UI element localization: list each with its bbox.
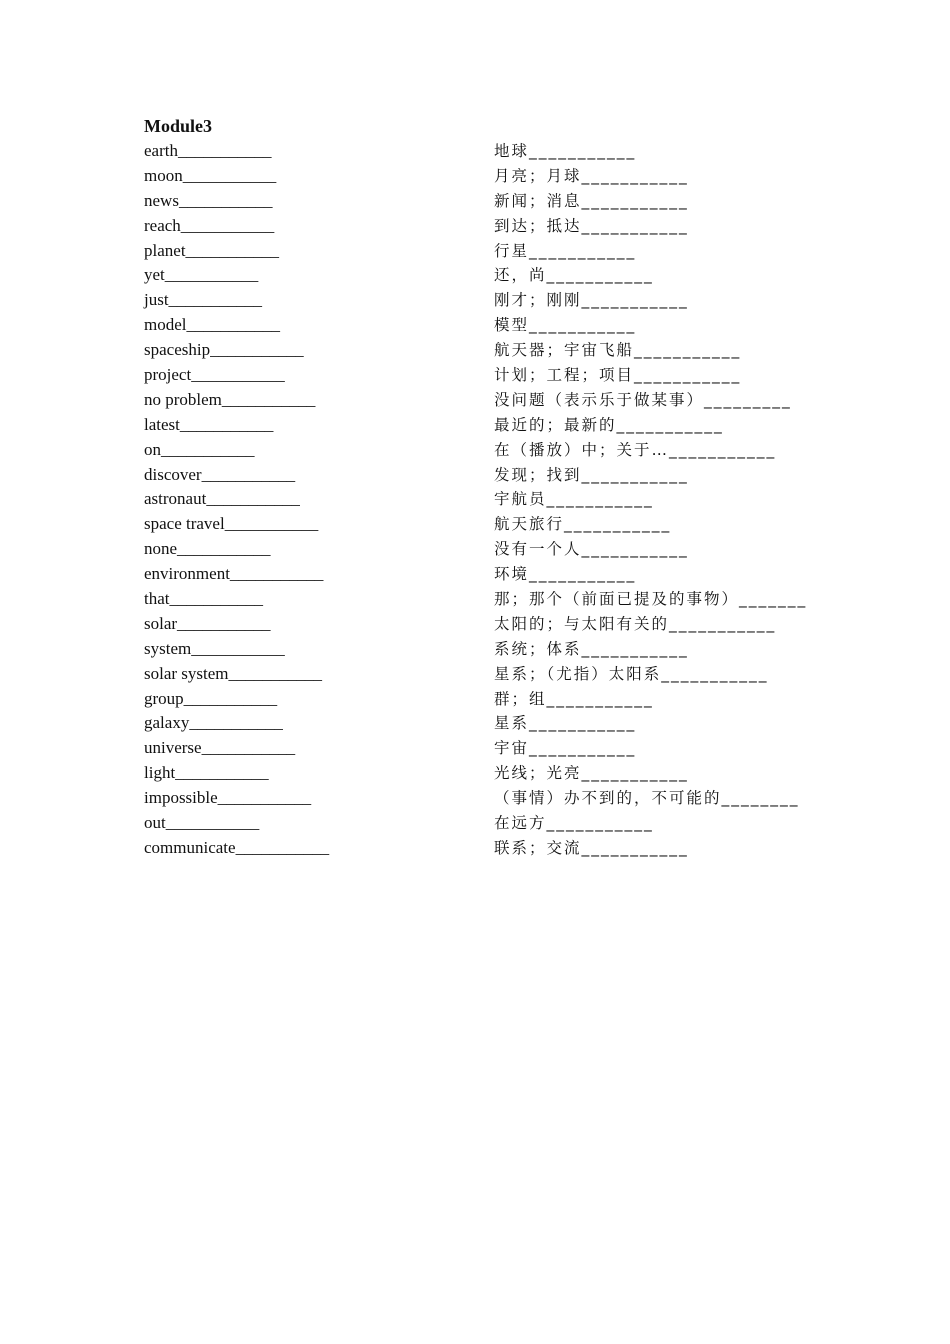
english-word: on___________	[144, 439, 255, 459]
english-word: space travel___________	[144, 514, 319, 534]
english-word: none___________	[144, 539, 271, 559]
chinese-meaning: 在远方___________	[494, 814, 654, 833]
chinese-meaning: 航天器；宇宙飞船___________	[494, 341, 742, 360]
english-word: system___________	[144, 638, 285, 658]
chinese-meaning-column	[494, 139, 824, 861]
english-word: galaxy___________	[144, 713, 283, 733]
chinese-meaning: 宇航员___________	[494, 490, 654, 509]
english-word: solar___________	[144, 613, 271, 633]
chinese-meaning: 系统；体系___________	[494, 639, 689, 658]
english-word: latest___________	[144, 414, 274, 434]
chinese-meaning: 在（播放）中；关于…___________	[494, 440, 777, 459]
chinese-meaning: 模型___________	[494, 316, 637, 335]
chinese-meaning: 那；那个（前面已提及的事物）_______	[494, 590, 808, 609]
english-word: that___________	[144, 589, 263, 609]
english-word: solar system___________	[144, 663, 323, 683]
english-word: project___________	[144, 365, 285, 385]
english-word: light___________	[144, 763, 269, 783]
english-word: moon___________	[144, 165, 277, 185]
chinese-meaning: 星系___________	[494, 714, 637, 733]
english-word-column	[144, 139, 474, 861]
chinese-meaning: 太阳的；与太阳有关的___________	[494, 614, 777, 633]
chinese-meaning: 星系；（尤指）太阳系___________	[494, 664, 769, 683]
english-word: planet___________	[144, 240, 280, 260]
english-word: group___________	[144, 688, 278, 708]
chinese-meaning: 到达；抵达___________	[494, 216, 689, 235]
english-word: news___________	[144, 190, 273, 210]
english-word: yet___________	[144, 265, 259, 285]
english-word: earth___________	[144, 141, 272, 160]
english-word: impossible___________	[144, 788, 312, 808]
english-word: reach___________	[144, 215, 275, 235]
chinese-meaning: 行星___________	[494, 241, 637, 260]
chinese-meaning: 宇宙___________	[494, 739, 637, 758]
english-word: astronaut___________	[144, 489, 300, 509]
english-word: discover___________	[144, 464, 296, 484]
english-word: model___________	[144, 315, 280, 335]
chinese-meaning: 发现；找到___________	[494, 465, 689, 484]
chinese-meaning: 没问题（表示乐于做某事）_________	[494, 390, 792, 409]
chinese-meaning: 刚才；刚刚___________	[494, 291, 689, 310]
chinese-meaning: 计划；工程；项目___________	[494, 366, 742, 385]
english-word: spaceship___________	[144, 340, 304, 360]
chinese-meaning: 还，尚___________	[494, 266, 654, 285]
english-word: out___________	[144, 813, 260, 833]
english-word: universe___________	[144, 738, 296, 758]
chinese-meaning: 联系；交流___________	[494, 838, 689, 857]
english-word: communicate___________	[144, 837, 330, 857]
english-word: environment___________	[144, 564, 324, 584]
chinese-meaning: 光线；光亮___________	[494, 764, 689, 783]
chinese-meaning: 新闻；消息___________	[494, 191, 689, 210]
english-word: just___________	[144, 290, 263, 310]
chinese-meaning: 地球___________	[494, 142, 637, 160]
chinese-meaning: 月亮；月球___________	[494, 166, 689, 185]
chinese-meaning: 最近的；最新的___________	[494, 415, 724, 434]
chinese-meaning: （事情）办不到的，不可能的________	[494, 789, 800, 808]
chinese-meaning: 没有一个人___________	[494, 540, 689, 559]
page-title: Module3	[144, 116, 213, 136]
chinese-meaning: 航天旅行___________	[494, 515, 672, 534]
english-word: no problem___________	[144, 389, 316, 409]
chinese-meaning: 群；组___________	[494, 689, 654, 708]
chinese-meaning: 环境___________	[494, 565, 637, 584]
